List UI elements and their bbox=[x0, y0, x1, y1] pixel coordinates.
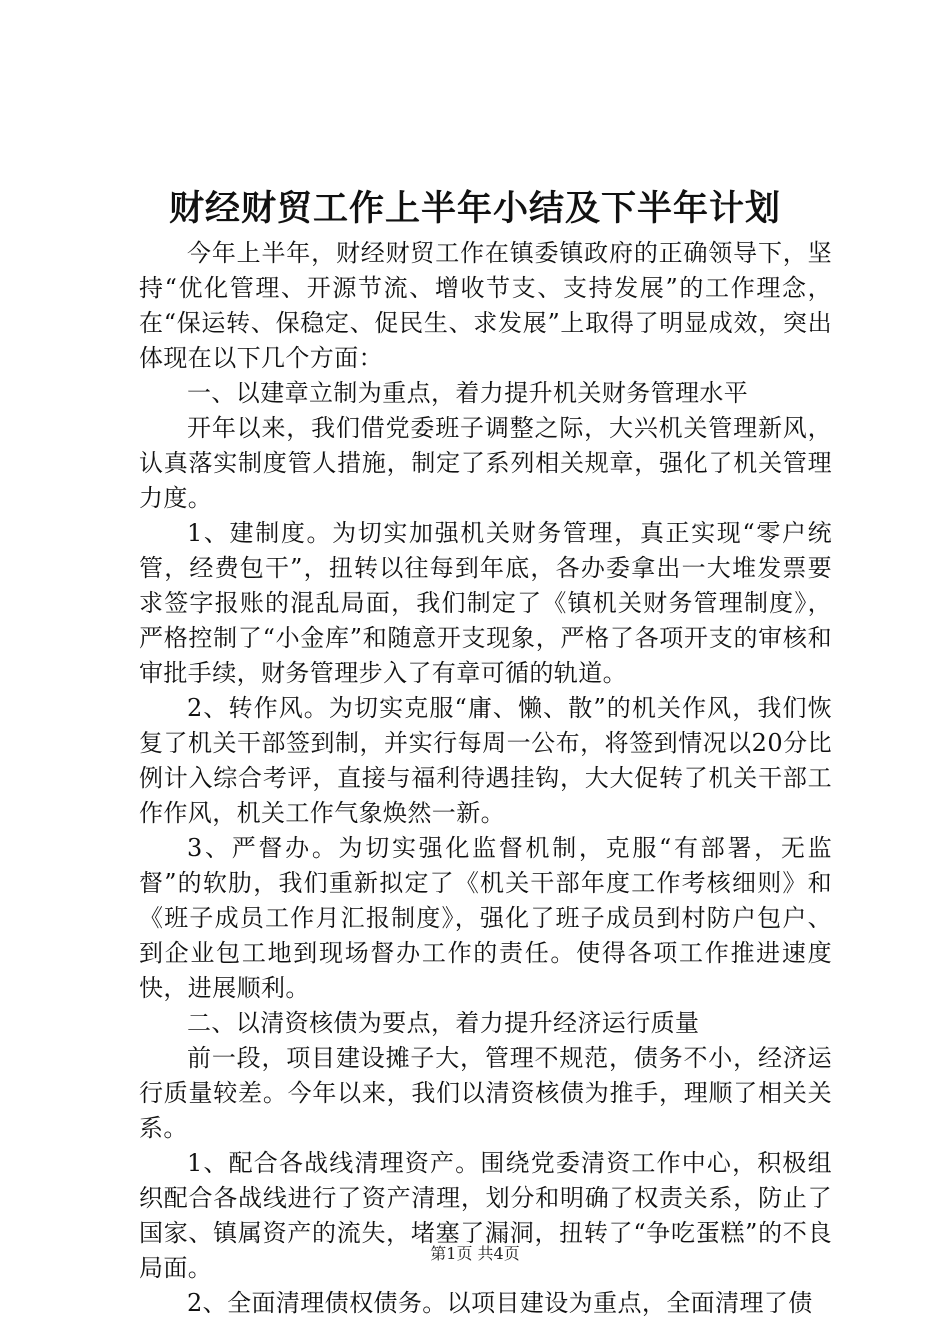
paragraph-item-1-3: 3、严督办。为切实强化监督机制，克服“有部署，无监督”的软肋，我们重新拟定了《机关干部年度工作考核细则》和《班子成员工作月汇报制度》，强化了班子成员到村防户包户、到企业包工地到现场督办工作的责任。使得各项工作推进速度快，进展顺利。 bbox=[139, 834, 832, 1002]
paragraph-item-2-1: 1、配合各战线清理资产。围绕党委清资工作中心，积极组织配合各战线进行了资产清理，划分和明确了权责关系，防止了国家、镇属资产的流失，堵塞了漏洞，扭转了“争吃蛋糕”的不良局面。 bbox=[139, 1149, 832, 1282]
page-footer: 第1页 共4页 bbox=[430, 1244, 520, 1263]
paragraph-section-2-intro: 前一段，项目建设摊子大，管理不规范，债务不小，经济运行质量较差。今年以来，我们以清资核债为推手，理顺了相关关系。 bbox=[139, 1044, 832, 1142]
paragraph-item-1-1: 1、建制度。为切实加强机关财务管理，真正实现“零户统管，经费包干”，扭转以往每到年底，各办委拿出一大堆发票要求签字报账的混乱局面，我们制定了《镇机关财务管理制度》，严格控制了“小金库”和随意开支现象，严格了各项开支的审核和审批手续，财务管理步入了有章可循的轨道。 bbox=[139, 519, 832, 687]
paragraph-section-1-intro: 开年以来，我们借党委班子调整之际，大兴机关管理新风，认真落实制度管人措施，制定了系列相关规章，强化了机关管理力度。 bbox=[139, 414, 832, 512]
document-title: 财经财贸工作上半年小结及下半年计划 bbox=[168, 188, 781, 229]
paragraph-item-2-2: 2、全面清理债权债务。以项目建设为重点，全面清理了债 bbox=[187, 1289, 813, 1317]
section-heading-1: 一、以建章立制为重点，着力提升机关财务管理水平 bbox=[187, 379, 749, 407]
paragraph-item-1-2: 2、转作风。为切实克服“庸、懒、散”的机关作风，我们恢复了机关干部签到制，并实行每周一公布，将签到情况以20分比例计入综合考评，直接与福利待遇挂钩，大大促转了机关干部工作作风，机关工作气象焕然一新。 bbox=[139, 694, 832, 827]
section-heading-2: 二、以清资核债为要点，着力提升经济运行质量 bbox=[187, 1009, 700, 1037]
paragraph-intro: 今年上半年，财经财贸工作在镇委镇政府的正确领导下，坚持“优化管理、开源节流、增收节支、支持发展”的工作理念，在“保运转、保稳定、促民生、求发展”上取得了明显成效，突出体现在以下几个方面： bbox=[139, 239, 832, 372]
document-body bbox=[139, 236, 832, 1321]
